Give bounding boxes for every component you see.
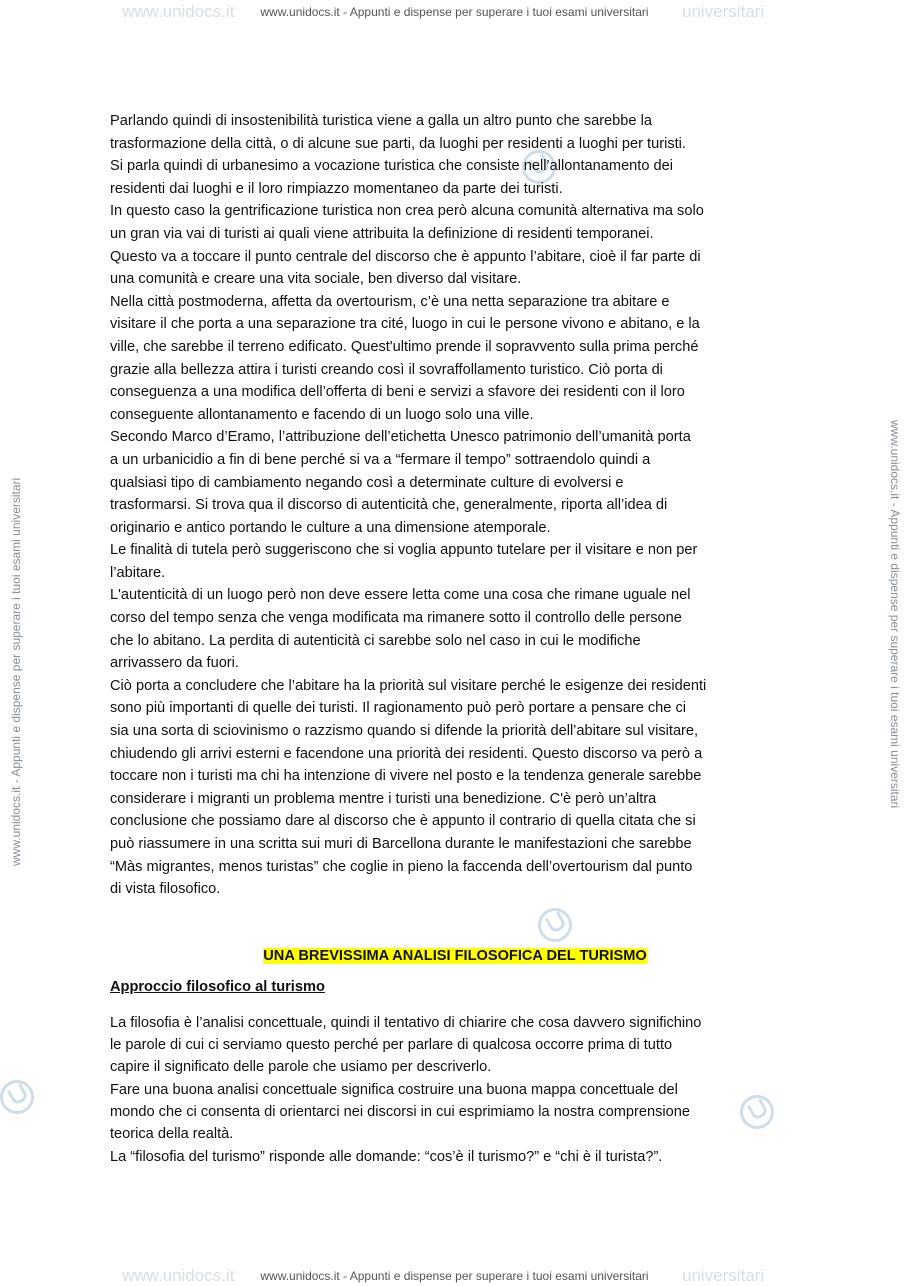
- text-line: può riassumere in una scritta sui muri di Barcellona durante le manifestazioni che sarebbe: [110, 836, 692, 852]
- text-line: un gran via vai di turisti ai quali viene attribuita la definizione di residenti temporanei.: [110, 225, 654, 242]
- text-line: sia una sorta di sciovinismo o razzismo quando si difende la priorità dell’abitare sul visitare,: [110, 723, 699, 740]
- text-line: che lo abitano. La perdita di autenticità ci sarebbe solo nel caso in cui le modifiche: [110, 632, 641, 649]
- section-heading: UNA BREVISSIMA ANALISI FILOSOFICA DEL TURISMO: [263, 947, 647, 964]
- text-line: teorica della realtà.: [110, 1126, 234, 1143]
- text-line: sono più importanti di quelle dei turisti. Il ragionamento può però portare a pensare che ci: [110, 700, 686, 717]
- text-line: mondo che ci consenta di orientarci nei discorsi in cui esprimiamo la nostra comprensione: [110, 1103, 690, 1120]
- section-text: [110, 1012, 800, 1168]
- watermark-ghost-bottom-right: universitari: [682, 1266, 765, 1285]
- right-side-watermark: www.unidocs.it - Appunti e dispense per superare i tuoi esami universitari: [888, 420, 902, 809]
- text-line: residenti dai luoghi e il loro rimpiazzo momentaneo da parte dei turisti.: [110, 180, 563, 197]
- text-line: ville, che sarebbe il terreno edificato. Quest'ultimo prende il sopravvento sulla prima perché: [110, 338, 699, 355]
- subheading: Approccio filosofico al turismo: [110, 978, 325, 995]
- text-line: “Màs migrantes, menos turistas” che coglie in pieno la faccenda dell’overtourism dal punto: [110, 858, 693, 875]
- text-line: chiudendo gli arrivi esterni e facendone una priorità dei residenti. Questo discorso va però a: [110, 745, 703, 762]
- footer-watermark: www.unidocs.it - Appunti e dispense per superare i tuoi esami universitari: [260, 1269, 649, 1283]
- section-heading-wrap: [110, 946, 800, 966]
- text-line: trasformarsi. Si trova qua il discorso di autenticità che, generalmente, riporta all’idea di: [110, 497, 668, 514]
- text-line: conseguente allontanamento e facendo di un luogo solo una ville.: [110, 406, 534, 423]
- text-line: Ciò porta a concludere che l’abitare ha la priorità sul visitare perché le esigenze dei residenti: [110, 677, 707, 694]
- text-line: considerare i migranti un problema mentre i turisti una benedizione. C'è però un’altra: [110, 790, 657, 807]
- text-line: l’abitare.: [110, 564, 166, 581]
- text-line: Si parla quindi di urbanesimo a vocazione turistica che consiste nell’allontanamento dei: [110, 158, 673, 175]
- text-line: L'autenticità di un luogo però non deve essere letta come una cosa che rimane uguale nel: [110, 587, 691, 604]
- text-line: Parlando quindi di insostenibilità turistica viene a galla un altro punto che sarebbe la: [110, 113, 652, 129]
- text-line: a un urbanicidio a fin di bene perché si va a “fermare il tempo” sottraendolo quindi a: [110, 451, 651, 468]
- watermark-ghost-bottom-left: www.unidocs.it: [122, 1266, 235, 1285]
- text-line: arrivassero da fuori.: [110, 655, 239, 672]
- body-text: [110, 110, 800, 901]
- document-body: [110, 110, 800, 1168]
- text-line: conclusione che possiamo dare al discorso che è appunto il contrario di quella citata che si: [110, 813, 696, 830]
- unidocs-logo-icon: [0, 1074, 40, 1120]
- watermark-ghost-top-right: universitari: [682, 2, 765, 21]
- text-line: visitare il che porta a una separazione tra cité, luogo in cui le persone vivono e abitano, e la: [110, 316, 700, 333]
- text-line: La “filosofia del turismo” risponde alle domande: “cos’è il turismo?” e “chi è il turista?”.: [110, 1148, 663, 1165]
- text-line: toccare non i turisti ma chi ha intenzione di vivere nel posto e la tendenza generale sarebbe: [110, 768, 702, 785]
- text-line: una comunità e creare una vita sociale, ben diverso dal visitare.: [110, 271, 522, 288]
- text-line: capire il significato delle parole che usiamo per descriverlo.: [110, 1059, 492, 1076]
- text-line: originario e antico portando le culture a una dimensione atemporale.: [110, 519, 551, 536]
- text-line: Le finalità di tutela però suggeriscono che si voglia appunto tutelare per il visitare e non per: [110, 542, 698, 559]
- left-side-watermark: www.unidocs.it - Appunti e dispense per superare i tuoi esami universitari: [9, 477, 23, 866]
- text-line: La filosofia è l’analisi concettuale, quindi il tentativo di chiarire che cosa davvero significhino: [110, 1014, 702, 1031]
- text-line: Secondo Marco d’Eramo, l’attribuzione dell’etichetta Unesco patrimonio dell’umanità porta: [110, 429, 691, 446]
- text-line: di vista filosofico.: [110, 881, 221, 898]
- text-line: Fare una buona analisi concettuale significa costruire una buona mappa concettuale del: [110, 1081, 678, 1098]
- text-line: Questo va a toccare il punto centrale del discorso che è appunto l’abitare, cioè il far parte di: [110, 248, 701, 265]
- text-line: grazie alla bellezza attira i turisti creando così il sovraffollamento turistico. Ciò porta di: [110, 361, 663, 378]
- text-line: qualsiasi tipo di cambiamento negando così a determinate culture di evolversi e: [110, 474, 624, 491]
- text-line: In questo caso la gentrificazione turistica non crea però alcuna comunità alternativa ma solo: [110, 203, 704, 220]
- text-line: le parole di cui ci serviamo questo perché per parlare di qualcosa occorre prima di tutto: [110, 1037, 673, 1054]
- text-line: conseguenza a una modifica dell’offerta di beni e servizi a sfavore dei residenti con il loro: [110, 384, 685, 401]
- text-line: trasformazione della città, o di alcune sue parti, da luoghi per residenti a luoghi per turisti.: [110, 135, 686, 152]
- watermark-ghost-top: www.unidocs.it: [122, 2, 235, 21]
- text-line: corso del tempo senza che venga modificata ma rimanere sotto il controllo delle persone: [110, 610, 682, 627]
- text-line: Nella città postmoderna, affetta da overtourism, c’è una netta separazione tra abitare e: [110, 293, 670, 310]
- header-watermark: www.unidocs.it - Appunti e dispense per superare i tuoi esami universitari: [260, 5, 649, 19]
